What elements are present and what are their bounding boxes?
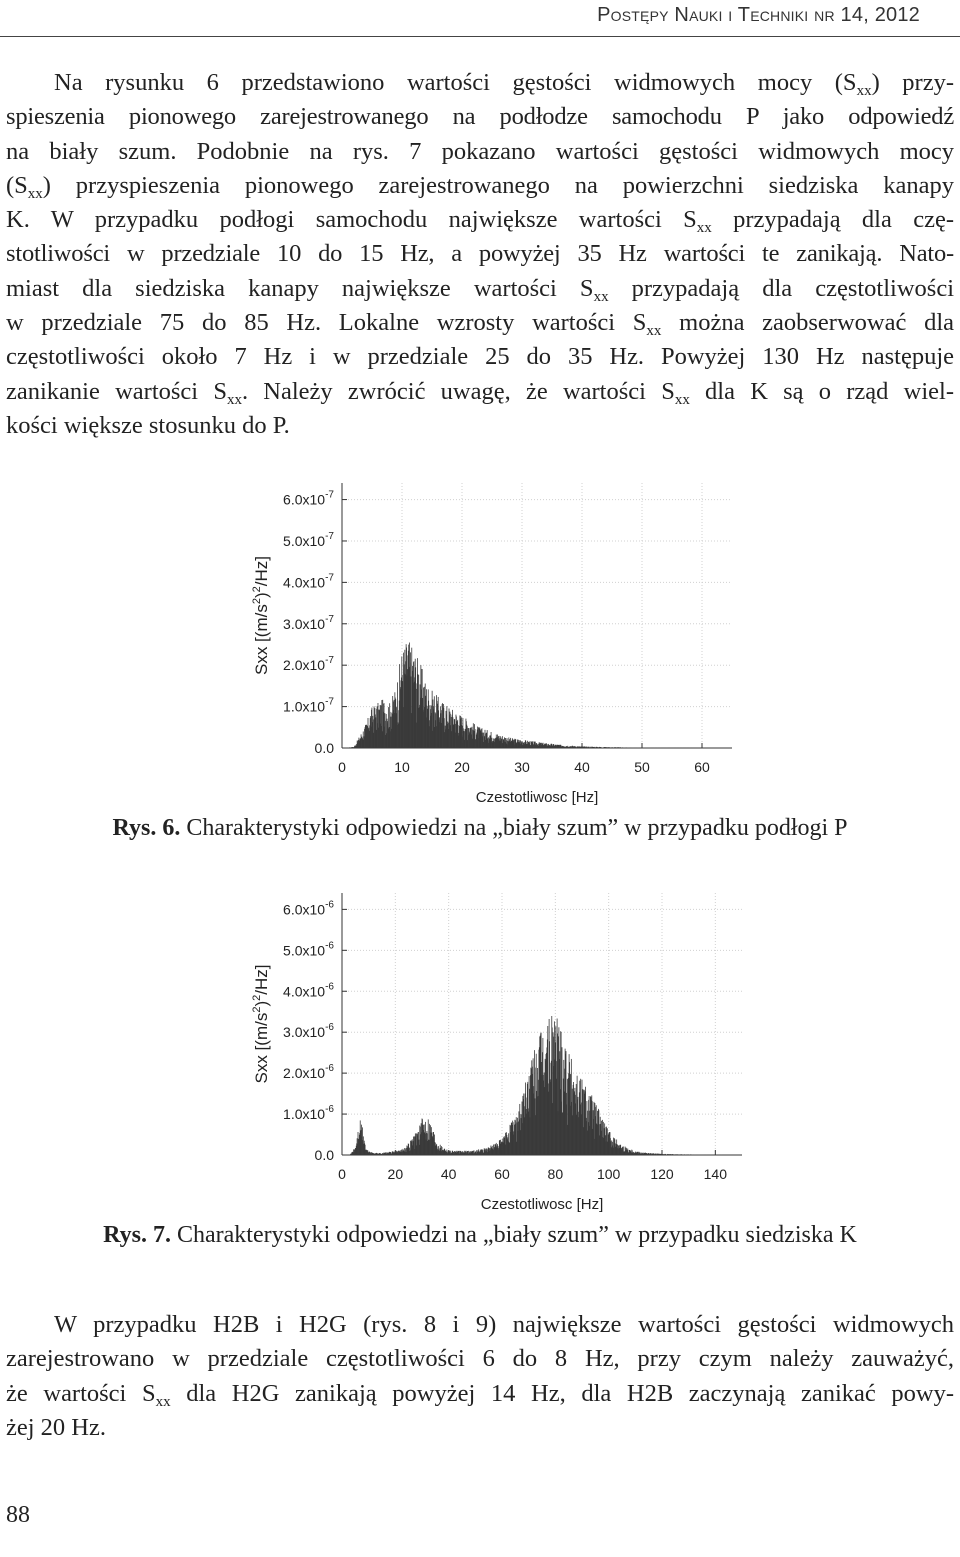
paragraph-line: stotliwości w przedziale 10 do 15 Hz, a powyżej 35 Hz wartości te zanikają. Nato- (6, 240, 954, 268)
y-tick-label: 0.0 (314, 1147, 334, 1163)
paragraph-line: częstotliwości około 7 Hz i w przedziale 25 do 35 Hz. Powyżej 130 Hz następuje (6, 343, 954, 371)
page-number: 88 (6, 1502, 30, 1528)
spectrum-series (342, 1016, 730, 1155)
y-tick-label: $4.0x10^{-7}$ (283, 572, 334, 591)
running-header (597, 4, 920, 27)
x-tick-label: 80 (547, 1166, 564, 1182)
x-tick-label: 0 (338, 759, 346, 775)
paragraph-line: zanikanie wartości $S_{xx}$. Należy zwrócić uwagę, że wartości $S_{xx}$ dla K są o rząd wiel- (6, 377, 955, 408)
figure-7-chart (180, 875, 780, 1215)
y-tick-label: $4.0x10^{-6}$ (283, 981, 334, 1000)
paragraph-line: spieszenia pionowego zarejestrowanego na podłodze samochodu P jako odpowiedź (6, 103, 954, 131)
y-tick-label: $2.0x10^{-7}$ (283, 655, 334, 674)
paragraph-line: miast dla siedziska kanapy największe wartości $S_{xx}$ przypadają dla częstotliwości (6, 274, 955, 305)
figure-7-caption-text: Charakterystyki odpowiedzi na „biały szum” w przypadku siedziska K (171, 1222, 857, 1248)
y-tick-label: $2.0x10^{-6}$ (283, 1063, 334, 1082)
x-tick-label: 60 (694, 759, 710, 775)
paragraph-1 (6, 66, 954, 443)
x-tick-label: 120 (650, 1166, 674, 1182)
paragraph-line: że wartości $S_{xx}$ dla H2G zanikają powyżej 14 Hz, dla H2B zaczynają zanikać powy- (6, 1379, 955, 1410)
x-tick-label: 50 (634, 759, 650, 775)
y-tick-label: 0.0 (314, 740, 334, 756)
figure-6-chart (180, 465, 780, 810)
y-tick-label: $5.0x10^{-7}$ (283, 530, 334, 549)
journal-issue: 14, 2012 (840, 4, 920, 26)
paragraph-line: kości większe stosunku do P. (6, 411, 290, 439)
x-tick-label: 0 (338, 1166, 346, 1182)
header-rule (0, 36, 960, 37)
x-tick-label: 40 (574, 759, 590, 775)
y-tick-label: $3.0x10^{-7}$ (283, 613, 334, 632)
journal-name: Postępy Nauki i Techniki nr (597, 4, 835, 26)
x-tick-label: 30 (514, 759, 530, 775)
paragraph-line: K. W przypadku podłogi samochodu największe wartości $S_{xx}$ przypadają dla czę- (6, 206, 954, 237)
figure-7-caption (0, 1220, 960, 1250)
y-axis-label: Sxx $[(m/s^2)^2/Hz]$ (251, 964, 271, 1084)
figure-6-caption-text: Charakterystyki odpowiedzi na „biały szum” w przypadku podłogi P (180, 815, 848, 841)
paragraph-line: $(S_{xx})$ przyspieszenia pionowego zarejestrowanego na powierzchni siedziska kanapy (6, 171, 954, 202)
y-tick-label: $6.0x10^{-6}$ (283, 899, 334, 918)
paragraph-line: żej 20 Hz. (6, 1413, 106, 1441)
figure-7-svg (180, 875, 780, 1215)
paragraph-line: zarejestrowano w przedziale częstotliwości 6 do 8 Hz, przy czym należy zauważyć, (6, 1345, 954, 1373)
y-tick-label: $3.0x10^{-6}$ (283, 1022, 334, 1041)
figure-7-caption-label: Rys. 7. (103, 1222, 171, 1248)
paragraph-line: Na rysunku 6 przedstawiono wartości gęstości widmowych mocy $(S_{xx})$ przy- (54, 69, 954, 99)
y-tick-label: $1.0x10^{-7}$ (283, 696, 334, 715)
paragraph-line: w przedziale 75 do 85 Hz. Lokalne wzrosty wartości $S_{xx}$ można zaobserwować dla (6, 309, 954, 340)
x-tick-label: 100 (596, 1166, 621, 1182)
y-tick-label: $1.0x10^{-6}$ (283, 1104, 334, 1123)
x-tick-label: 40 (440, 1166, 457, 1182)
x-axis-label: Czestotliwosc [Hz] (480, 1196, 604, 1213)
y-tick-label: $6.0x10^{-7}$ (283, 489, 334, 508)
x-tick-label: 20 (387, 1166, 404, 1182)
paragraph-line: na biały szum. Podobnie na rys. 7 pokazano wartości gęstości widmowych mocy (6, 137, 954, 165)
figure-6-caption (0, 813, 960, 843)
y-axis-label: Sxx $[(m/s^2)^2/Hz]$ (251, 556, 271, 675)
x-tick-label: 10 (394, 759, 410, 775)
x-axis-label: Czestotliwosc [Hz] (475, 789, 599, 806)
x-tick-label: 140 (703, 1166, 728, 1182)
y-tick-label: $5.0x10^{-6}$ (283, 940, 334, 959)
paragraph-line: W przypadku H2B i H2G (rys. 8 i 9) największe wartości gęstości widmowych (54, 1311, 954, 1338)
figure-6-svg (180, 465, 780, 810)
x-tick-label: 60 (494, 1166, 510, 1182)
x-tick-label: 20 (454, 759, 470, 775)
figure-6-caption-label: Rys. 6. (112, 815, 181, 841)
paragraph-2 (6, 1308, 954, 1445)
